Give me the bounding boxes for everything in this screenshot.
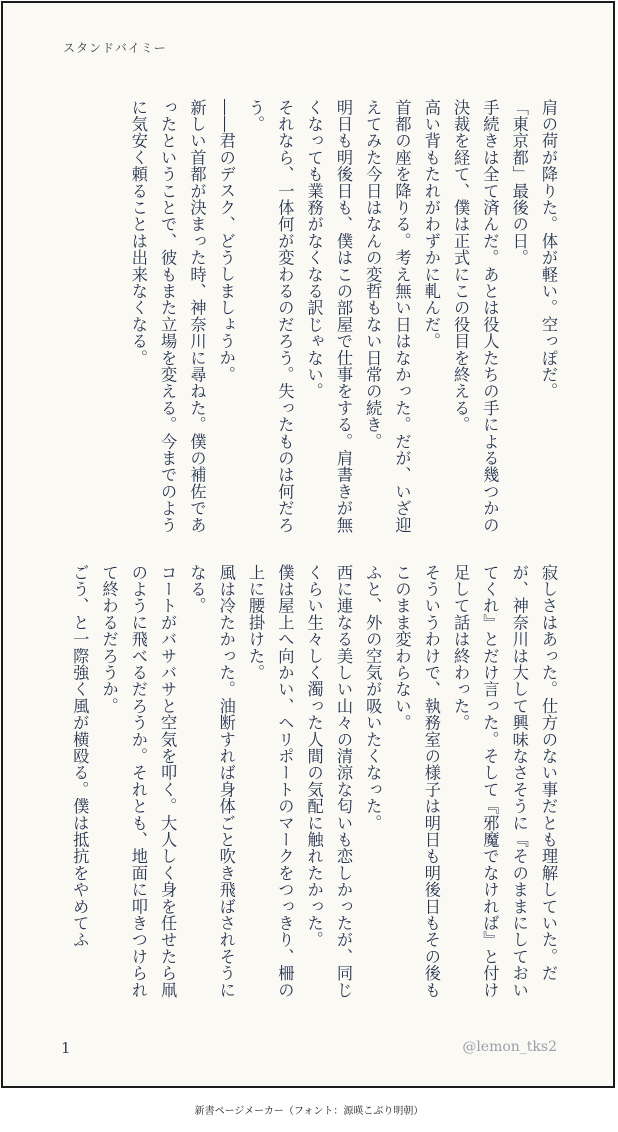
paragraph: ふと、外の空気が吸いたくなった。 <box>363 564 383 832</box>
text-block-upper <box>55 99 563 539</box>
paragraph: ――君のデスク、どうしましょうか。 <box>216 99 236 383</box>
paragraph: それなら、一体何が変わるのだろう。失ったものは何だろう。 <box>246 99 295 534</box>
paragraph: 寂しさはあった。仕方のない事だとも理解していた。だが、神奈川は大して興味なさそうに『そのままにしておいてくれ』とだけ言った。そして『邪魔でなければ』と付け足して話は終わった。 <box>451 564 558 999</box>
paragraph: 「東京都」最後の日。 <box>509 99 529 266</box>
paragraph: ごう、と一際強く風が横殴る。僕は抵抗をやめてふ <box>70 564 90 949</box>
paragraph: コートがバサバサと空気を叩く。大人しく身を任せたら凧のように飛べるだろうか。それとも、地面に叩きつけられて終わるだろうか。 <box>99 564 178 999</box>
paragraph: 高い背もたれがわずかに軋んだ。 <box>421 99 441 350</box>
paragraph: 肩の荷が降りた。体が軽い。空っぽだ。 <box>539 99 558 400</box>
paragraph: 風は冷たかった。油断すれば身体ごと吹き飛ばされそうになる。 <box>187 564 236 999</box>
page-number: 1 <box>61 1039 71 1057</box>
paragraph: そういうわけで、執務室の様子は明日も明後日もその後もこのまま変わらない。 <box>392 564 441 999</box>
paragraph: 手続きは全て済んだ。あとは役人たちの手による幾つかの決裁を経て、僕は正式にこの役目を終える。 <box>451 99 500 534</box>
page-header-title: スタンドバイミー <box>63 41 167 55</box>
maker-caption: 新書ページメーカー（フォント：源暎こぶり明朝） <box>194 1106 424 1117</box>
paragraph: 西に連なる美しい山々の清涼な匂いも恋しかったが、同じくらい生々しく濁った人間の気配に触れたかった。 <box>304 564 353 999</box>
author-handle: @lemon_tks2 <box>462 1039 557 1055</box>
paragraph: 僕は屋上へ向かい、ヘリポートのマークをつっきり、柵の上に腰掛けた。 <box>246 564 295 999</box>
text-block-lower <box>55 564 563 1014</box>
novel-page <box>1 1 615 1088</box>
paragraph: 首都の座を降りる。考え無い日はなかった。だが、いざ迎えてみた今日はなんの変哲もない日常の続き。 <box>363 99 412 534</box>
paragraph: 新しい首都が決まった時、神奈川に尋ねた。僕の補佐であったということで、彼もまた立場を変える。今までのように気安く頼ることは出来なくなる。 <box>128 99 207 534</box>
paragraph: 明日も明後日も、僕はこの部屋で仕事をする。肩書きが無くなっても業務がなくなる訳じゃない。 <box>304 99 353 534</box>
